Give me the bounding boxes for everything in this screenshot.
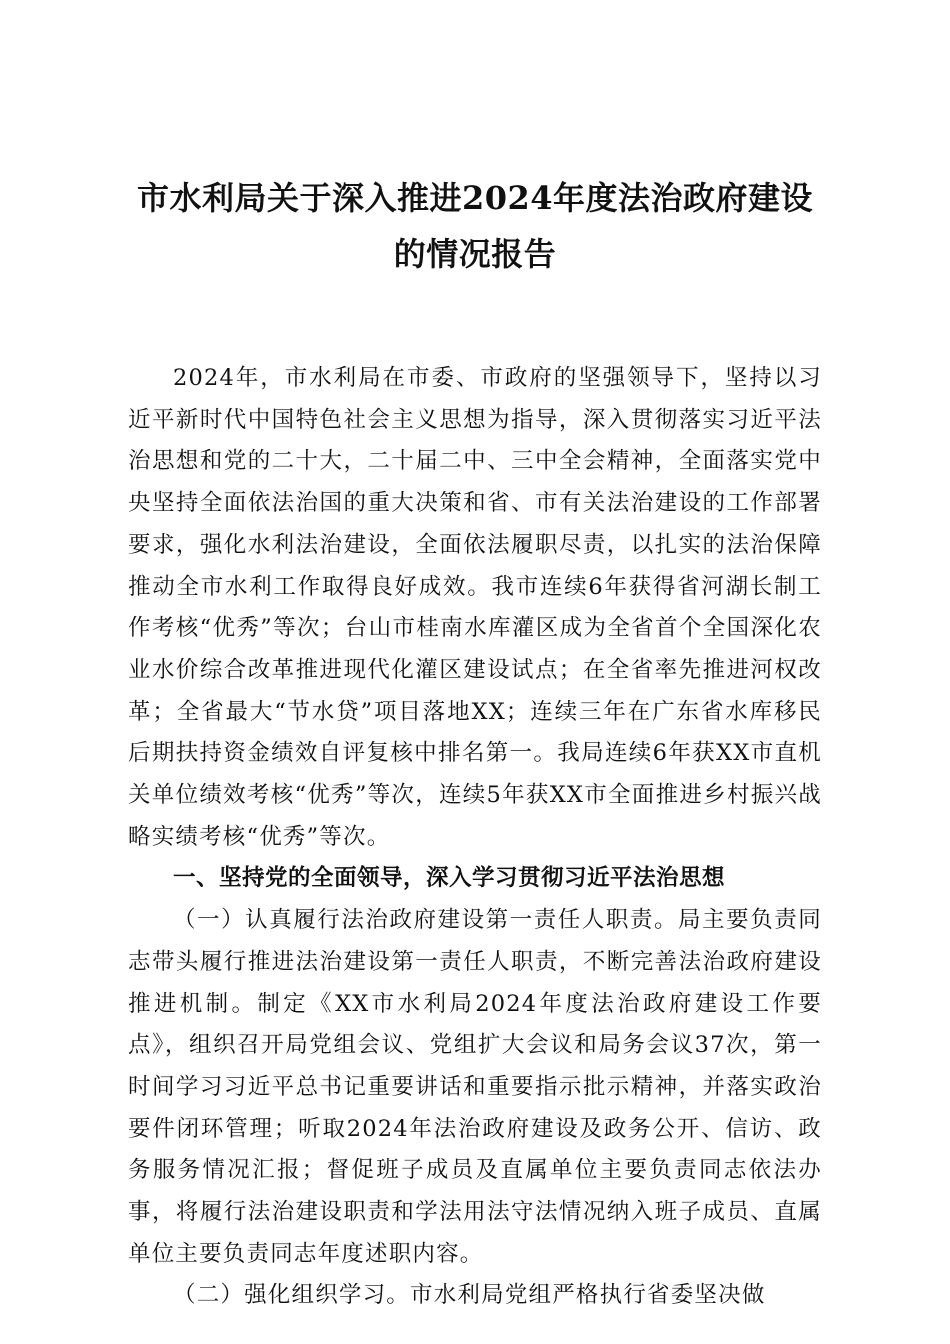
intro-paragraph: 2024年，市水利局在市委、市政府的坚强领导下，坚持以习近平新时代中国特色社会主义思想为指导，深入贯彻落实习近平法治思想和党的二十大，二十届二中、三中全会精神，全面落实党中央坚持全面依法治国的重大决策和省、市有关法治建设的工作部署要求，强化水利法治建设，全面依法履职尽责，以扎实的法治保障推动全市水利工作取得良好成效。我市连续6年获得省河湖长制工作考核“优秀”等次；台山市桂南水库灌区成为全省首个全国深化农业水价综合改革推进现代化灌区建设试点；在全省率先推进河权改革；全省最大“节水贷”项目落地XX；连续三年在广东省水库移民后期扶持资金绩效自评复核中排名第一。我局连续6年获XX市直机关单位绩效考核“优秀”等次，连续5年获XX市全面推进乡村振兴战略实绩考核“优秀”等次。 <box>128 365 822 850</box>
document-title: 市水利局关于深入推进2024年度法治政府建设的情况报告 <box>136 179 814 273</box>
item2-text: 市水利局党组严格执行省委坚决做 <box>410 1282 766 1309</box>
document-body <box>128 358 822 1317</box>
item1-text: 局主要负责同志带头履行推进法治建设第一责任人职责，不断完善法治政府建设推进机制。制定《XX市水利局2024年度法治政府建设工作要点》，组织召开局党组会议、党组扩大会议和局务会议37次，第一时间学习习近平总书记重要讲话和重要指示批示精神，并落实政治要件闭环管理；听取2024年法治政府建设及政务公开、信访、政务服务情况汇报；督促班子成员及直属单位主要负责同志依法办事，将履行法治建设职责和学法用法守法情况纳入班子成员、直属单位主要负责同志年度述职内容。 <box>128 907 822 1267</box>
section-heading-1: 一、坚持党的全面领导，深入学习贯彻习近平法治思想 <box>173 865 726 892</box>
item2-lead: （二）强化组织学习。 <box>173 1282 411 1309</box>
section1-item1-paragraph <box>128 900 822 1275</box>
item1-lead: （一）认真履行法治政府建设第一责任人职责。 <box>173 907 679 934</box>
section1-item2-paragraph <box>128 1275 822 1317</box>
